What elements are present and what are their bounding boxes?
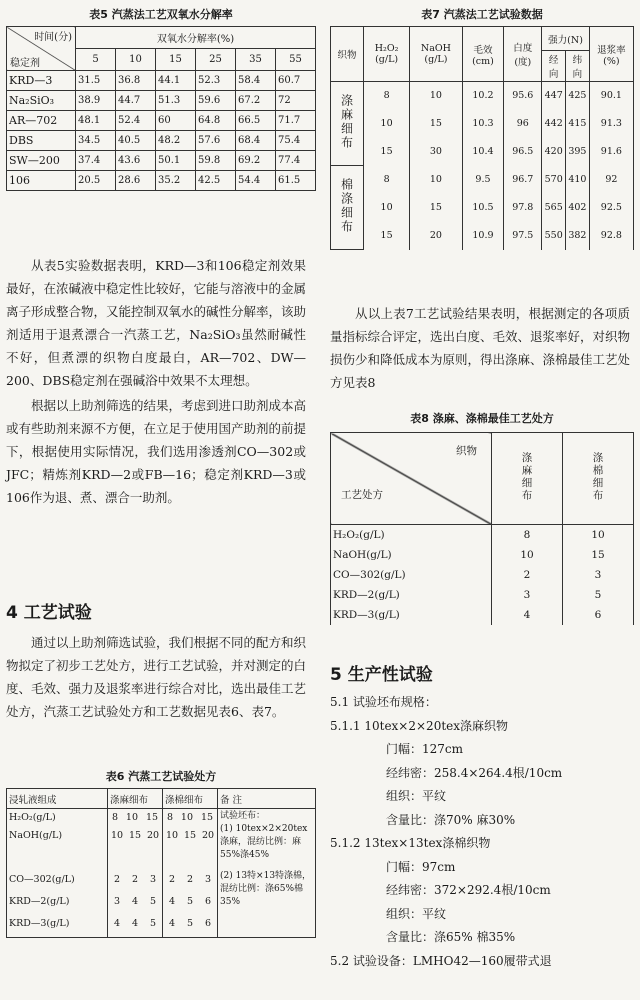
table5-time: 35 [236,49,276,71]
table6-value: 15 [200,812,214,823]
table6-value: 4 [168,918,176,929]
table8-label: KRD—3(g/L) [331,605,492,625]
table5-cell: 67.2 [236,91,276,111]
table8-cell: 3 [492,585,563,605]
section5-line: 组织：平纹 [386,906,447,921]
table5-cell: 59.6 [196,91,236,111]
table6-value: 2 [186,874,194,885]
table5-body [7,71,316,191]
table6-value: 10 [165,830,179,841]
table7-cell: 395 [566,138,590,166]
table7-header: 白度 (度) [504,27,542,82]
table7-cell: 415 [566,110,590,138]
table7-cell: 9.5 [462,166,504,194]
table6-col-b [163,809,218,938]
table5-cell: 59.8 [196,151,236,171]
table8 [330,432,634,625]
table-row [331,605,634,625]
table8-cell: 4 [492,605,563,625]
table7-body [331,82,634,250]
table5-cell: 44.1 [156,71,196,91]
table6-value: 10 [110,830,124,841]
table5-corner-top: 时间(分) [34,32,72,43]
table5-caption: 表5 汽蒸法工艺双氧水分解率 [89,8,233,21]
table6-header: 涤棉细布 [163,789,218,809]
table7-cell: 570 [542,166,566,194]
table5-agent: SW—200 [7,151,76,171]
table5-cell: 51.3 [156,91,196,111]
table6-value: 10 [125,812,139,823]
table5-cell: 40.5 [116,131,156,151]
section5-line: 5.2 试验设备：LMHO42—160履带式退 [330,953,552,968]
table6-values-b [163,871,217,893]
table7-cell: 565 [542,194,566,222]
section-title: 4 工艺试验 [6,603,92,623]
paragraph: 根据以上助剂筛选的结果，考虑到进口助剂成本高或有些助剂来源不方便，在立足于使用国产助剂的前提下，根据使用实际情况，我们选用渗透剂CO—302或JFC；精炼剂KRD—2或FB—16；稳定剂KRD—3或106作为退、煮、漂合一助剂。 [6,398,307,505]
table-row [331,194,634,222]
table6-label: H₂O₂(g/L) [9,812,56,823]
table8-label: NaOH(g/L) [331,545,492,565]
table8-corner-top: 织物 [456,445,477,457]
table6-label: NaOH(g/L) [9,830,63,841]
table7-cell: 10 [410,82,463,110]
table6-header: 浸轧液组成 [7,789,108,809]
table8-cell: 10 [563,525,634,545]
table5-time: 15 [156,49,196,71]
table6-header: 涤麻细布 [108,789,163,809]
table6-label: CO—302(g/L) [9,874,75,885]
table8-cell: 5 [563,585,634,605]
table6-value: 8 [111,812,118,823]
table7-header: NaOH (g/L) [410,27,463,82]
table5-cell: 52.3 [196,71,236,91]
table7-cell: 10.5 [462,194,504,222]
table7-cell: 90.1 [589,82,633,110]
right-text [330,302,630,394]
table7-cell: 92.5 [589,194,633,222]
table8-cell: 15 [563,545,634,565]
section5-line: 门幅：97cm [386,859,456,874]
table5-cell: 28.6 [116,171,156,191]
table6-value: 2 [113,874,121,885]
table7-cell: 382 [566,222,590,250]
table-row [7,71,316,91]
table7-cell: 425 [566,82,590,110]
table5-cell: 43.6 [116,151,156,171]
table6-label: KRD—3(g/L) [9,918,70,929]
table5-cell: 60.7 [276,71,316,91]
table7-fabric-label: 涤麻细布 [339,94,354,150]
paragraph: 从表5实验数据表明，KRD—3和106稳定剂效果最好，在浓碱液中稳定性比较好，它能与溶液中的金属离子形成整合物，又能控制双氧水的碱性分解率，该助剂适用于退煮漂合一汽蒸工艺，Na₂SiO₃虽然耐碱性不好，但煮漂的织物白度最白，AR—702、DW—200、DBS稳定剂在强碱浴中效果不太理想。 [6,258,307,388]
table5-agent: DBS [7,131,76,151]
table6-value: 3 [113,896,121,907]
table5-cell: 36.8 [116,71,156,91]
table5-cell: 75.4 [276,131,316,151]
table6-caption: 表6 汽蒸工艺试验处方 [105,770,217,783]
table5-cell: 64.8 [196,111,236,131]
table7-cell: 92 [589,166,633,194]
table5-cell: 66.5 [236,111,276,131]
table5-cell: 42.5 [196,171,236,191]
table7-cell: 97.8 [504,194,542,222]
table8-block [330,410,634,625]
table-row [331,545,634,565]
table8-col1: 涤麻细布 [492,433,563,525]
table6-note: (2) 13特×13特涤棉，混纺比例：涤65%棉35% [220,871,312,907]
table6-values-a [108,809,162,827]
table6-values-b [163,827,217,871]
table5-cell: 68.4 [236,131,276,151]
table6-value: 5 [186,896,194,907]
table6-value: 4 [113,918,121,929]
table7-cell: 8 [364,82,410,110]
table5-cell: 69.2 [236,151,276,171]
table5-cell: 37.4 [76,151,116,171]
table8-label: KRD—2(g/L) [331,585,492,605]
table5-cell: 48.2 [156,131,196,151]
table-row [331,166,634,194]
table6-label: KRD—2(g/L) [9,896,70,907]
table5 [6,26,316,191]
table-row [331,110,634,138]
section5 [330,660,630,973]
table7-caption: 表7 汽蒸法工艺试验数据 [421,8,543,21]
table7-cell: 15 [410,194,463,222]
paragraph: 从以上表7工艺试验结果表明，根据测定的各项质量指标综合评定，选出白度、毛效、退浆率好，对织物损伤少和降低成本为原则，得出涤麻、涤棉最佳工艺处方见表8 [330,306,631,390]
table7-cell: 15 [364,222,410,250]
table7-cell: 96.7 [504,166,542,194]
table6-note: 试验坯布： [220,811,266,821]
table-row [331,82,634,110]
table7-cell: 97.5 [504,222,542,250]
table5-cell: 61.5 [276,171,316,191]
table8-caption: 表8 涤麻、涤棉最佳工艺处方 [410,412,554,425]
section5-line: 含量比：涤65% 棉35% [386,930,516,944]
table7-cell: 15 [410,110,463,138]
table5-cell: 35.2 [156,171,196,191]
table6-value: 10 [180,812,194,823]
table7-cell: 91.3 [589,110,633,138]
table8-cell: 6 [563,605,634,625]
table5-cell: 60 [156,111,196,131]
table-row [331,525,634,545]
table7-cell: 10.2 [462,82,504,110]
table7-header: 毛效 (cm) [462,27,504,82]
table-row [7,151,316,171]
table5-time: 55 [276,49,316,71]
table-row [331,565,634,585]
table6-notes [218,809,316,938]
table8-cell: 2 [492,565,563,585]
section5-line: 组织：平纹 [386,789,447,803]
table-row [331,585,634,605]
table5-group-header: 双氧水分解率(%) [76,27,316,49]
table7-fabric [331,166,364,250]
table5-corner-bottom: 稳定剂 [10,58,40,69]
section5-line: 含量比：涤70% 麻30% [386,812,516,827]
table5-agent: AR—702 [7,111,76,131]
left-text [6,254,306,509]
table7-header: 退浆率 (%) [589,27,633,82]
table7-header: 强力(N) [542,27,589,51]
table8-label: CO—302(g/L) [331,565,492,585]
table6-values-a [108,827,162,871]
table6-value: 15 [128,830,142,841]
table8-cell: 3 [563,565,634,585]
table6-value: 2 [168,874,176,885]
table7-cell: 402 [566,194,590,222]
table7-cell: 96 [504,110,542,138]
table5-cell: 57.6 [196,131,236,151]
table6-note: (1) 10tex×2×20tex涤麻，混纺比例：麻55%涤45% [220,824,308,860]
table6-block [6,768,316,938]
table7-cell: 8 [364,166,410,194]
section-title: 5 生产性试验 [330,665,433,685]
table7-cell: 10.9 [462,222,504,250]
table7-cell: 10 [364,110,410,138]
table6-value: 15 [145,812,159,823]
section5-line: 门幅：127cm [386,742,464,756]
table7-subheader: 经向 [542,51,566,82]
table7-cell: 447 [542,82,566,110]
table8-label: H₂O₂(g/L) [331,525,492,545]
table5-cell: 20.5 [76,171,116,191]
section5-lines [330,691,630,973]
table5-cell: 77.4 [276,151,316,171]
table5-cell: 38.9 [76,91,116,111]
table7-cell: 10 [410,166,463,194]
table5-cell: 48.1 [76,111,116,131]
table7-cell: 10.3 [462,110,504,138]
table5-agent: Na₂SiO₃ [7,91,76,111]
table8-cell: 8 [492,525,563,545]
table7-cell: 420 [542,138,566,166]
table5-cell: 31.5 [76,71,116,91]
table6-value: 5 [186,918,194,929]
section5-line: 5.1.2 13tex×13tex涤棉织物 [330,836,491,850]
table7-header: H₂O₂ (g/L) [364,27,410,82]
table6-value: 20 [146,830,160,841]
table5-cell: 54.4 [236,171,276,191]
table6-values-a [108,893,162,915]
table8-corner-bottom: 工艺处方 [341,489,383,501]
table6-value: 15 [183,830,197,841]
table8-cell: 10 [492,545,563,565]
section5-line: 经纬密：258.4×264.4根/10cm [386,765,563,780]
table5-block [6,6,316,191]
table7 [330,26,634,250]
table6 [6,788,316,938]
table6-value: 3 [204,874,212,885]
table6-header: 备 注 [218,789,316,809]
table7-cell: 96.5 [504,138,542,166]
table7-cell: 95.6 [504,82,542,110]
section5-line: 5.1 试验坯布规格： [330,695,437,709]
table7-subheader: 纬向 [566,51,590,82]
table6-value: 5 [149,896,157,907]
table5-time: 10 [116,49,156,71]
table7-cell: 91.6 [589,138,633,166]
table7-cell: 442 [542,110,566,138]
table6-values-b [163,809,217,827]
table7-block [330,6,634,250]
table6-values-b [163,893,217,915]
table6-values-b [163,915,217,937]
section4 [6,598,306,723]
table-row [7,91,316,111]
paragraph: 通过以上助剂筛选试验，我们根据不同的配方和织物拟定了初步工艺处方，进行工艺试验，并对测定的白度、毛效、强力及退浆率进行综合对比，选出最佳工艺处方，汽蒸工艺试验处方和工艺数据见表6、表7。 [6,635,307,719]
table7-cell: 10 [364,194,410,222]
table5-agent: KRD—3 [7,71,76,91]
table8-col2: 涤棉细布 [563,433,634,525]
table7-cell: 92.8 [589,222,633,250]
table5-cell: 52.4 [116,111,156,131]
table6-value: 20 [201,830,215,841]
table6-value: 8 [166,812,173,823]
table5-cell: 34.5 [76,131,116,151]
table5-cell: 44.7 [116,91,156,111]
table6-value: 3 [149,874,157,885]
table6-value: 5 [149,918,157,929]
table8-corner [331,433,492,525]
table5-cell: 72 [276,91,316,111]
table-row [7,131,316,151]
table7-header: 织物 [331,27,364,82]
table6-value: 4 [168,896,176,907]
table6-value: 6 [204,896,212,907]
table-row [331,138,634,166]
table7-cell: 410 [566,166,590,194]
table5-corner [7,27,76,71]
table6-value: 2 [131,874,139,885]
table7-fabric [331,82,364,166]
table5-agent: 106 [7,171,76,191]
table7-cell: 550 [542,222,566,250]
table8-body [331,525,634,625]
table6-value: 4 [131,918,139,929]
table5-cell: 58.4 [236,71,276,91]
table6-value: 6 [204,918,212,929]
table7-cell: 30 [410,138,463,166]
table7-cell: 15 [364,138,410,166]
table5-time: 25 [196,49,236,71]
section5-line: 经纬密：372×292.4根/10cm [386,883,551,897]
table5-cell: 50.1 [156,151,196,171]
table7-cell: 20 [410,222,463,250]
table6-values-a [108,915,162,937]
table7-cell: 10.4 [462,138,504,166]
table-row [331,222,634,250]
table6-values-a [108,871,162,893]
table-row [7,111,316,131]
section5-line: 5.1.1 10tex×2×20tex涤麻织物 [330,718,509,733]
table6-value: 4 [131,896,139,907]
table-row [7,171,316,191]
table6-labels [7,809,108,938]
table6-col-a [108,809,163,938]
table5-cell: 71.7 [276,111,316,131]
table7-fabric-label: 棉涤细布 [339,178,354,234]
table5-time: 5 [76,49,116,71]
